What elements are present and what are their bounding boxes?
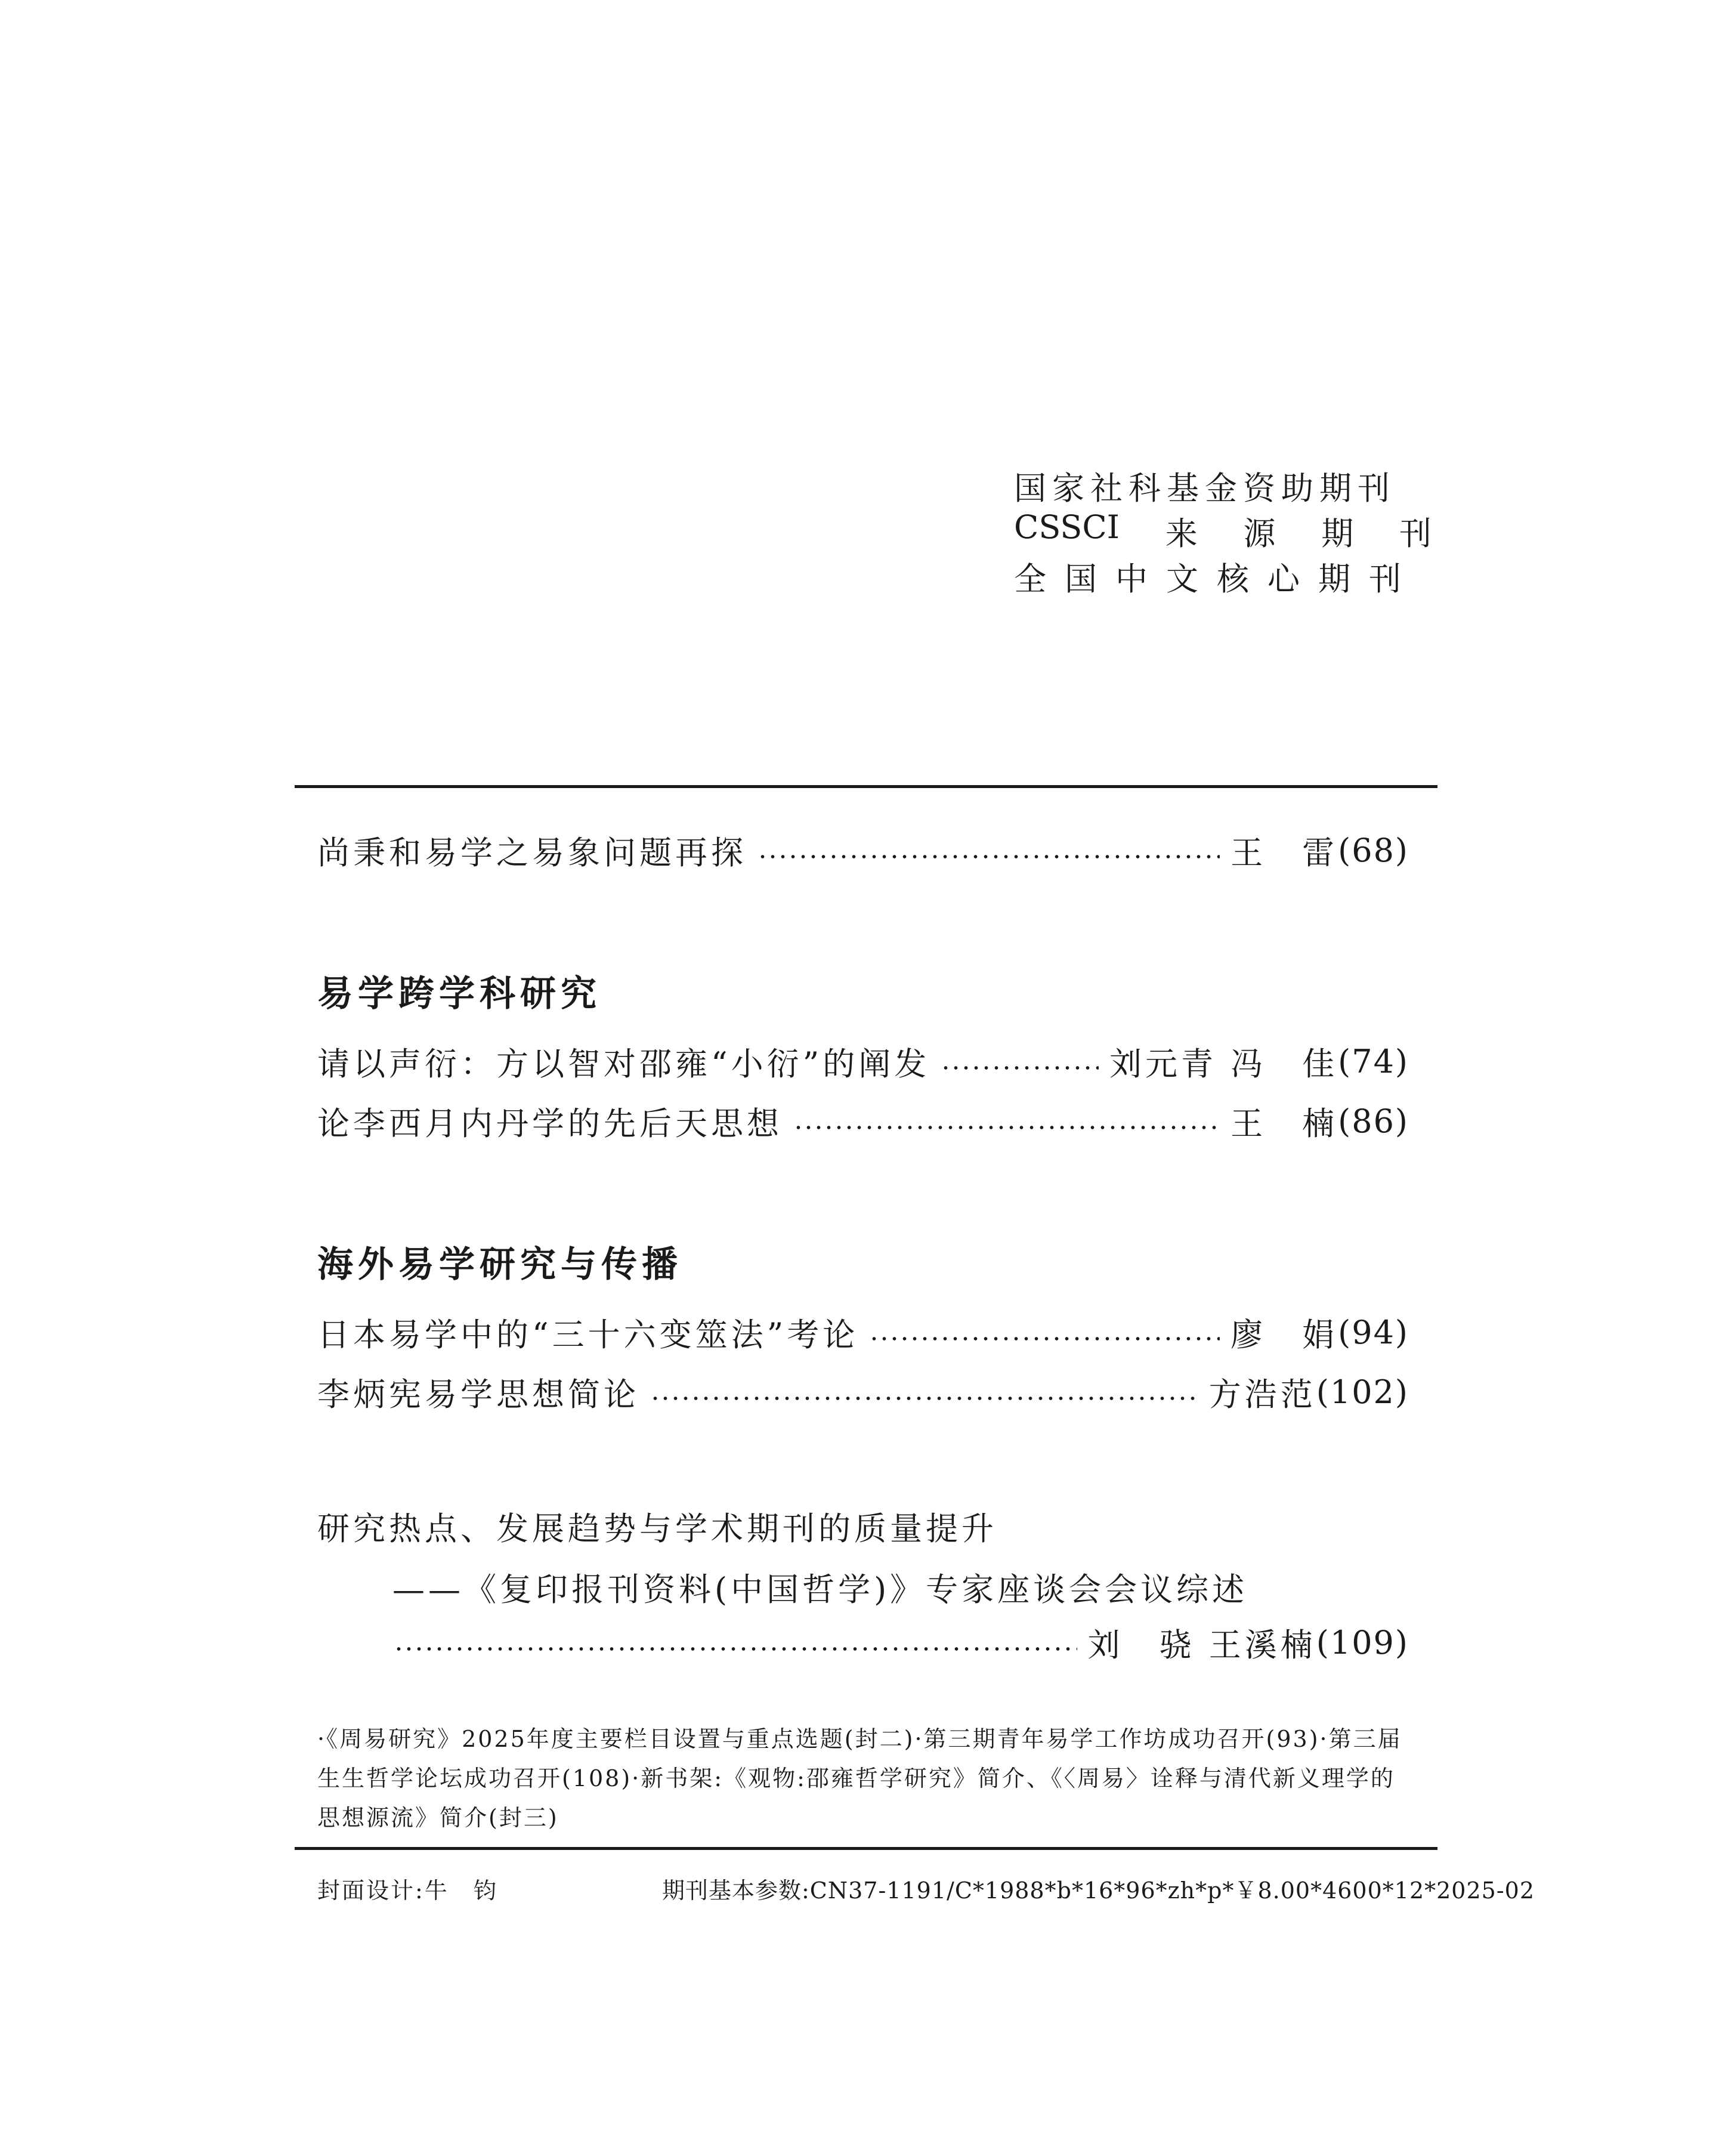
leader-dots [758, 854, 1220, 859]
toc-entry-page: (74) [1338, 1042, 1409, 1080]
designation-cssci-part: 来 [1165, 515, 1198, 552]
toc-entry-author: 刘元青 冯 佳 [1109, 1045, 1338, 1083]
toc-entry-title: 李炳宪易学思想简论 [317, 1375, 639, 1413]
toc-entry-page: (86) [1338, 1102, 1409, 1140]
designation-cssci-part: 刊 [1399, 515, 1432, 552]
leader-dots [869, 1336, 1220, 1341]
designation-nssf: 国家社科基金资助期刊 [1014, 469, 1396, 507]
top-rule [295, 785, 1437, 788]
toc-entry-page: (68) [1338, 831, 1409, 869]
designation-cssci-part: 期 [1321, 515, 1354, 552]
toc-entry [317, 1311, 1409, 1353]
toc-entry-author: 王 楠 [1230, 1104, 1338, 1142]
designation-cssci-part: CSSCI [1014, 508, 1120, 546]
bottom-rule [295, 1847, 1437, 1850]
designation-cssci [1014, 508, 1432, 554]
toc-entry [317, 1371, 1409, 1413]
designation-cssci-part: 源 [1243, 515, 1276, 552]
feature-subtitle: ——《复印报刊资料(中国哲学)》专家座谈会会议综述 [392, 1571, 1248, 1608]
toc-entry-page: (94) [1338, 1313, 1409, 1351]
toc-entry-page: (109) [1316, 1623, 1409, 1661]
cover-design-credit: 封面设计:牛 钧 [317, 1877, 498, 1904]
leader-dots [941, 1065, 1099, 1070]
toc-entry-title: 尚秉和易学之易象问题再探 [317, 833, 747, 872]
toc-entry-author: 方浩范 [1208, 1375, 1316, 1413]
toc-entry-page: (102) [1316, 1373, 1409, 1411]
leader-dots [793, 1125, 1220, 1130]
section-heading: 易学跨学科研究 [317, 973, 601, 1015]
toc-entry-author: 刘 骁 王溪楠 [1087, 1626, 1316, 1664]
toc-entry [317, 1040, 1409, 1082]
toc-entry-author: 王 雷 [1230, 833, 1338, 872]
toc-entry-author: 廖 娟 [1230, 1315, 1338, 1354]
journal-parameters: 期刊基本参数:CN37-1191/C*1988*b*16*96*zh*p*￥8.00*4600*12*2025-02 [662, 1877, 1535, 1904]
toc-entry-title: 论李西月内丹学的先后天思想 [317, 1104, 783, 1142]
toc-entry-title: 日本易学中的“三十六变筮法”考论 [317, 1315, 859, 1354]
toc-entry [317, 1100, 1409, 1142]
toc-entry [317, 829, 1409, 871]
section-heading: 海外易学研究与传播 [317, 1244, 682, 1286]
designation-core: 全国中文核心期刊 [1014, 560, 1420, 598]
leader-dots [650, 1396, 1198, 1401]
toc-entry [394, 1621, 1409, 1663]
leader-dots [394, 1647, 1077, 1651]
feature-title: 研究热点、发展趋势与学术期刊的质量提升 [317, 1510, 997, 1547]
notes-block: ·《周易研究》2025年度主要栏目设置与重点选题(封二)·第三期青年易学工作坊成功召开(93)·第三届生生哲学论坛成功召开(108)·新书架:《观物:邵雍哲学研究》简介、《〈周易〉诠释与清代新义理学的思想源流》简介(封三) [317, 1726, 1402, 1831]
toc-entry-title: 请以声衍：方以智对邵雍“小衍”的阐发 [317, 1045, 930, 1083]
